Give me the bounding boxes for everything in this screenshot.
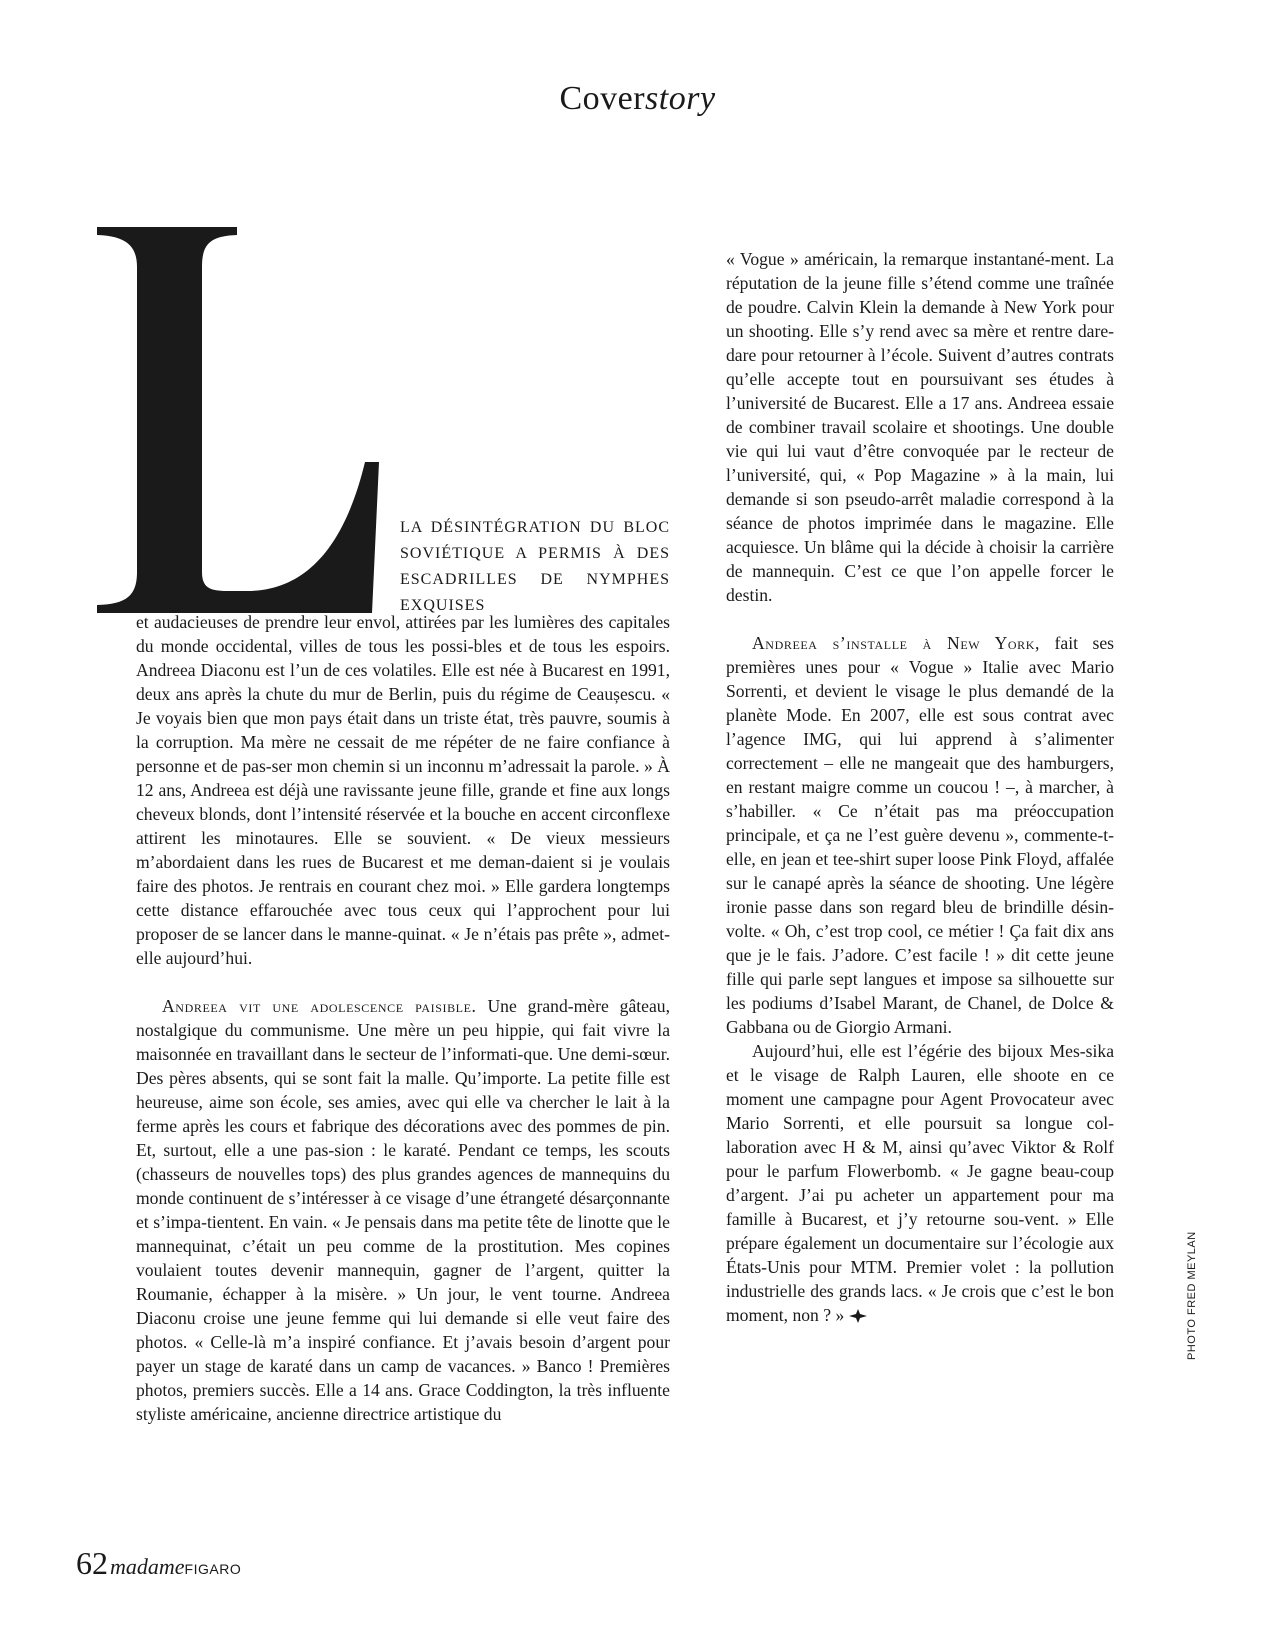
lead-caps-block xyxy=(400,514,670,618)
column-right xyxy=(726,247,1114,1327)
paragraph-body: Aujourd’hui, elle est l’égérie des bijoux Mes-sika et le visage de Ralph Lauren, elle shoote en ce moment une campagne pour Agent Provocateur avec Mario Sorrenti, et elle poursuit sa longue col-laboration avec H & M, ainsi qu’avec Viktor & Rolf pour le parfum Flowerbomb. « Je gagne beau-coup d’argent. J’ai pu acheter un appartement pour ma famille à Bucarest, et j’y retourne sou-vent. » Elle prépare également un documentaire sur l’écologie aux États-Unis pour MTM. Premier volet : la pollution industrielle des grands lacs. « Je crois que c’est le bon moment, non ? » xyxy=(726,1041,1114,1325)
paragraph-today xyxy=(726,1039,1114,1327)
page-number: 62 xyxy=(76,1545,108,1581)
paragraph-body: Une grand-mère gâteau, nostalgique du communisme. Une mère un peu hippie, qui fait vivre la maisonnée en travaillant dans le secteur de l’informati-que. Une demi-sœur. Des pères absents, qui se sont fait la malle. Qu’importe. La petite fille est heureuse, aime son école, ses amies, avec qui elle va chercher le lait à la ferme après les cours et fabrique des décorations avec des pommes de pin. Et, surtout, elle a une pas-sion : le karaté. Pendant ce temps, les scouts (chasseurs de nouvelles tops) des plus grandes agences de mannequins du monde continuent de s’intéresser à ce visage d’une étrangeté désarçonnante et s’impa-tientent. En vain. « Je pensais dans ma petite tête de linotte que le mannequinat, c’était un peu comme de la prostitution. Mes copines voulaient toutes devenir mannequin, gagner de l’argent, quitter la Roumanie, échapper à la misère. » Un jour, le vent tourne. Andreea Diaconu croise une jeune femme qui lui demande si elle veut faire des photos. « Celle-là m’a inspiré confiance. Et j’avais besoin d’argent pour payer un stage de karaté dans un camp de vacances. » Banco ! Premières photos, premiers succès. Elle a 14 ans. Grace Coddington, la très influente styliste américaine, ancienne directrice artistique du xyxy=(136,996,670,1424)
photo-credit: PHOTO FRED MEYLAN xyxy=(1186,1231,1198,1360)
page-footer xyxy=(76,1545,241,1585)
end-mark-icon xyxy=(849,1309,867,1323)
paragraph-lead: Andreea vit une adolescence paisible. xyxy=(162,996,477,1016)
paragraph-body: fait ses premières unes pour « Vogue » Italie avec Mario Sorrenti, et devient le visage le plus demandé de la planète Mode. En 2007, elle est sous contrat avec l’agence IMG, qui lui apprend à s’alimenter correctement – elle ne mangeait que des hamburgers, en restant maigre comme un coucou ! –, à marcher, à s’habiller. « Ce n’était pas ma préoccupation principale, et ça ne l’est guère devenu », commente-t-elle, en jean et tee-shirt super loose Pink Floyd, affalée sur le canapé après la séance de shooting. Une légère ironie passe dans son regard bleu de brindille désin-volte. « Oh, c’est trop cool, ce métier ! Ça fait dix ans que je le fais. J’adore. C’est facile ! » dit cette jeune fille qui parle sept langues et impose sa silhouette sur les podiums d’Isabel Marant, de Chanel, de Dolce & Gabbana ou de Giorgio Armani. xyxy=(726,633,1114,1037)
drop-cap-letter xyxy=(97,227,379,613)
column-left xyxy=(136,610,670,1426)
magazine-name-caps: FIGARO xyxy=(184,1561,242,1577)
paragraph-career: « Vogue » américain, la remarque instantané-ment. La réputation de la jeune fille s’étend comme une traînée de poudre. Calvin Klein la demande à New York pour un shooting. Elle s’y rend avec sa mère et rentre dare-dare pour retourner à l’école. Suivent d’autres contrats qu’elle accepte tout en poursuivant ses études à l’université de Bucarest. Elle a 17 ans. Andreea essaie de combiner travail scolaire et shootings. Une double vie qui lui vaut d’être convoquée par le recteur de l’université, qui, « Pop Magazine » à la main, lui demande si son pseudo-arrêt maladie correspond à la séance de photos imprimée dans le magazine. Elle acquiesce. Un blâme qui la décide à choisir la carrière de mannequin. C’est ce que l’on appelle forcer le destin. xyxy=(726,249,1114,605)
section-header-cover: Cover xyxy=(559,80,646,117)
paragraph-lead: Andreea s’installe à New York, xyxy=(752,633,1041,653)
paragraph-new-york xyxy=(726,631,1114,1039)
lead-caps-text: LA DÉSINTÉGRATION DU BLOC SOVIÉTIQUE A PERMIS À DES ESCADRILLES DE NYMPHES EXQUISES xyxy=(400,519,670,614)
section-header-story: story xyxy=(645,80,716,117)
paragraph-intro: et audacieuses de prendre leur envol, attirées par les lumières des capitales du monde occidental, villes de tous les possi-bles et de tous les espoirs. Andreea Diaconu est l’un de ces volatiles. Elle est née à Bucarest en 1991, deux ans après la chute du mur de Berlin, puis du régime de Ceaușescu. « Je voyais bien que mon pays était dans un triste état, très pauvre, soumis à la corruption. Ma mère ne cessait de me répéter de ne faire confiance à personne et de pas-ser mon chemin si un inconnu m’adressait la parole. » À 12 ans, Andreea est déjà une ravissante jeune fille, grande et fine aux longs cheveux blonds, dont l’intensité réservée et la bouche en accent circonflexe attirent les minotaures. Elle se souvient. « De vieux messieurs m’abordaient dans les rues de Bucarest et me deman-daient si je voulais faire des photos. Je rentrais en courant chez moi. » Elle gardera longtemps cette distance effarouchée avec tous ceux qui l’approchent pour lui proposer de se lancer dans le manne-quinat. « Je n’étais pas prête », admet-elle aujourd’hui. xyxy=(136,612,670,968)
paragraph-adolescence xyxy=(136,994,670,1426)
section-header xyxy=(0,80,1275,118)
magazine-name-italic: madame xyxy=(110,1554,185,1579)
